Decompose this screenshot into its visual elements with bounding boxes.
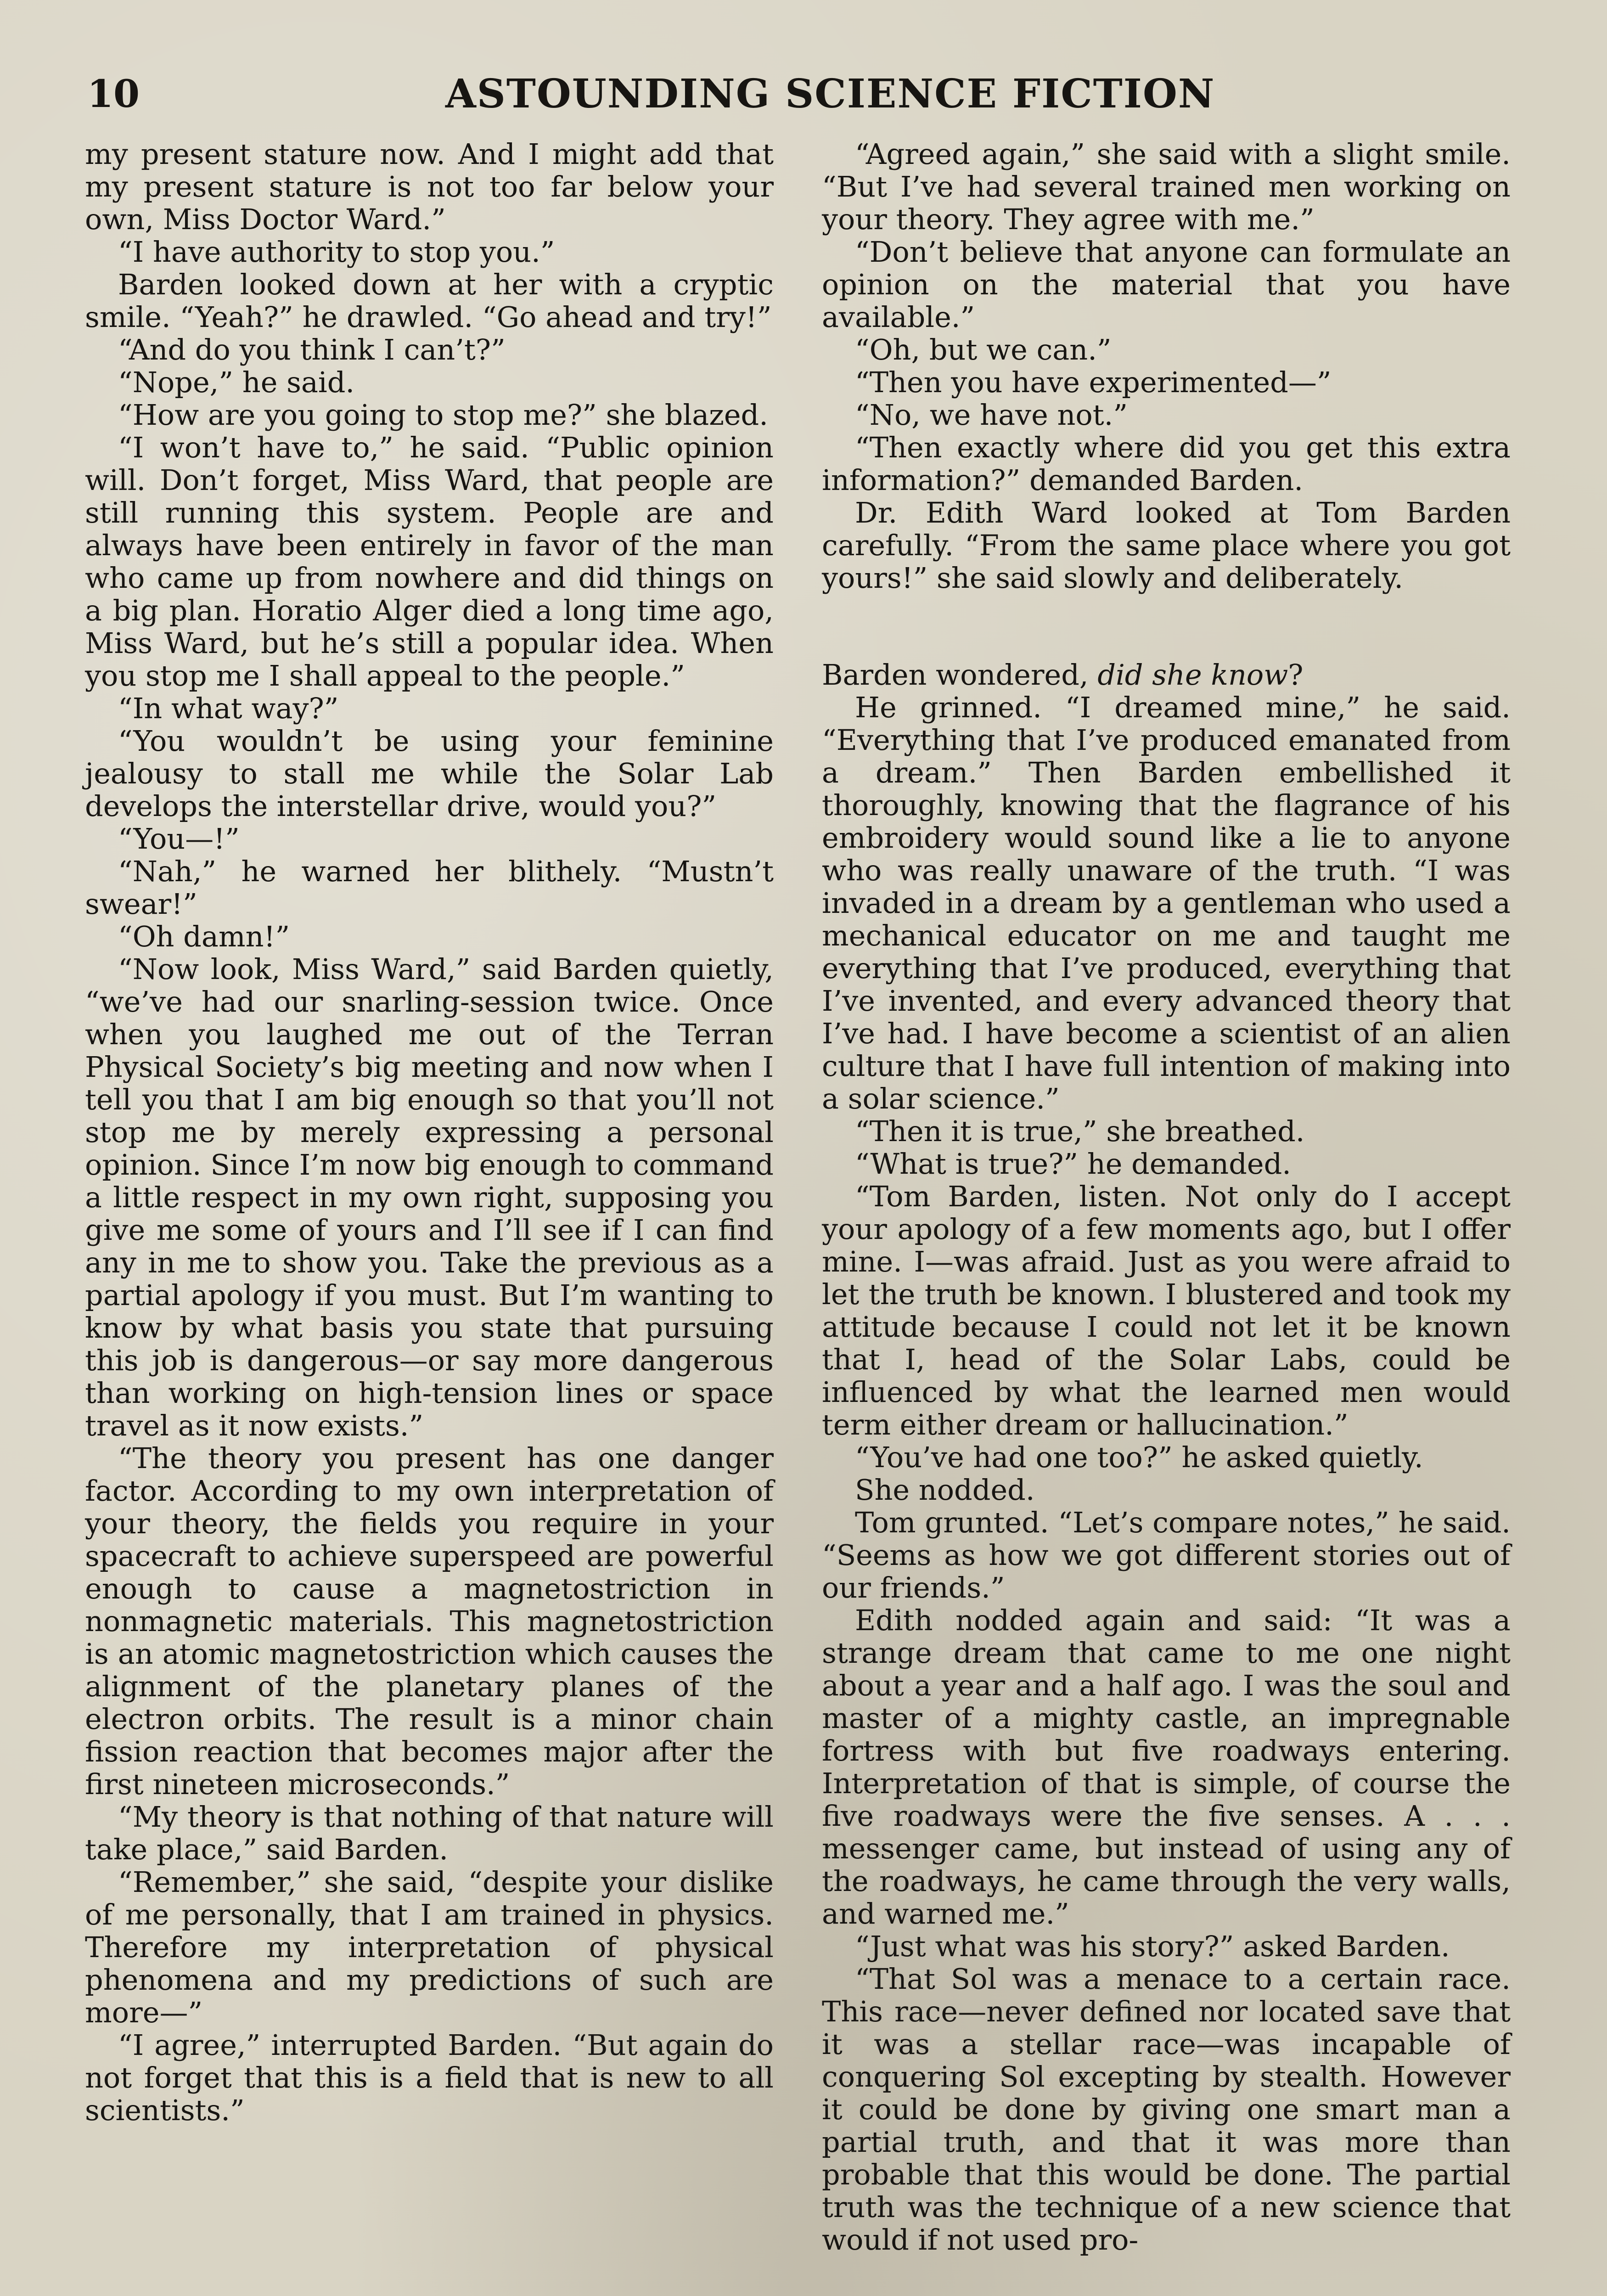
paragraph: “In what way?” [118, 692, 339, 725]
paragraph: “I have authority to stop you.” [118, 235, 555, 269]
paragraph: “You—!” [118, 822, 240, 855]
page-number: 10 [87, 72, 140, 116]
paragraph: “How are you going to stop me?” she blazed. [118, 398, 768, 432]
paragraph: “Then exactly where did you get this extra information?” demanded Barden. [822, 431, 1511, 497]
paragraph: “What is true?” he demanded. [855, 1147, 1292, 1181]
paragraph: Barden looked down at her with a cryptic smile. “Yeah?” he drawled. “Go ahead and try!” [85, 268, 774, 334]
running-head: ASTOUNDING SCIENCE FICTION [445, 71, 1215, 117]
paragraph: “You wouldn’t be using your feminine jealousy to stall me while the Solar Lab develops the interstellar drive, would you?” [85, 724, 774, 823]
paragraph: “Then it is true,” she breathed. [855, 1114, 1305, 1148]
paragraph: “Tom Barden, listen. Not only do I accept your apology of a few moments ago, but I offer mine. I—was afraid. Just as you were afraid to let the truth be known. I blustered and took my attitude because I could not let it be known that I, head of the Solar Labs, could be influenced by what the learned men would term either dream or hallucination.” [822, 1180, 1511, 1441]
paragraph: “I won’t have to,” he said. “Public opinion will. Don’t forget, Miss Ward, that people are still running this system. People are and always have been entirely in favor of the man who came up from nowhere and did things on a big plan. Horatio Alger died a long time ago, Miss Ward, but he’s still a popular idea. When you stop me I shall appeal to the people.” [85, 431, 774, 692]
section-emphasis-text: did she know [1097, 658, 1288, 692]
paragraph: Tom grunted. “Let’s compare notes,” he said. “Seems as how we got different stories out of our friends.” [822, 1506, 1511, 1604]
paragraph: “And do you think I can’t?” [118, 333, 506, 366]
paragraph: “The theory you present has one danger factor. According to my own interpretation of your theory, the fields you require in your spacecraft to achieve superspeed are powerful enough to cause a magnetostriction in nonmagnetic materials. This magnetostriction is an atomic magnetostriction which causes the alignment of the planetary planes of the electron orbits. The result is a minor chain fission reaction that becomes major after the first nineteen microseconds.” [85, 1441, 774, 1801]
paragraph: “Nah,” he warned her blithely. “Mustn’t swear!” [85, 855, 774, 921]
paragraph: “Now look, Miss Ward,” said Barden quietly, “we’ve had our snarling-session twice. Once when you laughed me out of the Terran Physical Society’s big meeting and now when I tell you that I am big enough so that you’ll not stop me by merely expressing a personal opinion. Since I’m now big enough to command a little respect in my own right, supposing you give me some of yours and I’ll see if I can find any in me to show you. Take the previous as a partial apology if you must. But I’m wanting to know by what basis you state that pursuing this job is dangerous—or say more dangerous than working on high-tension lines or space travel as it now exists.” [85, 952, 774, 1442]
section-opening-paragraph [822, 658, 1511, 691]
paragraph: Dr. Edith Ward looked at Tom Barden carefully. “From the same place where you got yours!” she said slowly and deliberately. [822, 496, 1511, 595]
paragraph: “My theory is that nothing of that nature will take place,” said Barden. [85, 1800, 774, 1866]
paragraph: “I agree,” interrupted Barden. “But again do not forget that this is a field that is new to all scientists.” [85, 2028, 774, 2127]
paragraph: He grinned. “I dreamed mine,” he said. “Everything that I’ve produced emanated from a dream.” Then Barden embellished it thoroughly, knowing that the flagrance of his embroidery would sound like a lie to anyone who was really unaware of the truth. “I was invaded in a dream by a gentleman who used a mechanical educator on me and taught me everything that I’ve produced, everything that I’ve invented, and every advanced theory that I’ve had. I have become a scientist of an alien culture that I have full intention of making into a solar science.” [822, 691, 1511, 1115]
paragraph: my present stature now. And I might add that my present stature is not too far below your own, Miss Doctor Ward.” [85, 137, 774, 236]
paragraph: “Just what was his story?” asked Barden. [855, 1930, 1450, 1963]
paragraph: She nodded. [855, 1473, 1035, 1507]
paragraph: “Oh damn!” [118, 920, 290, 953]
paragraph: “Then you have experimented—” [855, 366, 1332, 399]
paragraph: “You’ve had one too?” he asked quietly. [855, 1441, 1423, 1474]
paragraph: “That Sol was a menace to a certain race. This race—never defined nor located save that it was a stellar race—was incapable of conquering Sol excepting by stealth. However it could be done by giving one smart man a partial truth, and that it was more than probable that this would be done. The partial truth was the technique of a new science that would if not used pro- [822, 1962, 1511, 2257]
paragraph: “No, we have not.” [855, 398, 1128, 432]
section-tail-text: ? [1288, 658, 1304, 692]
section-break [822, 594, 1511, 658]
paragraph: Edith nodded again and said: “It was a strange dream that came to me one night about a year and a half ago. I was the soul and master of a mighty castle, an impregnable fortress with but five roadways entering. Interpretation of that is simple, of course the five roadways were the five senses. A . . . messenger came, but instead of using any of the roadways, he came through the very walls, and warned me.” [822, 1604, 1511, 1930]
paragraph: “Don’t believe that anyone can formulate an opinion on the material that you have available.” [822, 235, 1511, 334]
left-column [85, 138, 774, 2127]
right-column [822, 138, 1511, 2256]
section-lead-text: Barden wondered, [822, 658, 1098, 692]
paragraph: “Remember,” she said, “despite your dislike of me personally, that I am trained in physics. Therefore my interpretation of physical phenomena and my predictions of such are more—” [85, 1865, 774, 2029]
paragraph: “Agreed again,” she said with a slight smile. “But I’ve had several trained men working on your theory. They agree with me.” [822, 137, 1511, 236]
paragraph: “Nope,” he said. [118, 366, 355, 399]
paragraph: “Oh, but we can.” [855, 333, 1112, 366]
page-header [87, 69, 1534, 119]
